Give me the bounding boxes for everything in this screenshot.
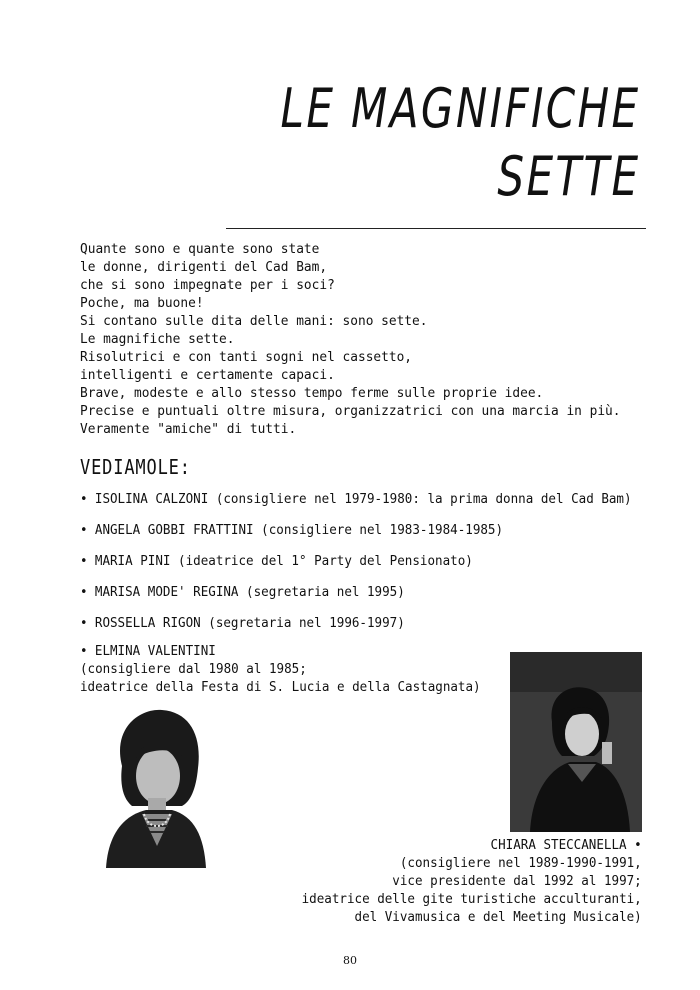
intro-line: Quante sono e quante sono state xyxy=(80,241,320,257)
member-item xyxy=(80,521,503,539)
section-heading: VEDIAMOLE: xyxy=(80,455,191,479)
bullet-icon: • xyxy=(80,553,88,569)
title-line-1: LE MAGNIFICHE xyxy=(280,77,640,140)
member-item-elmina xyxy=(80,642,481,696)
intro-line: le donne, dirigenti del Cad Bam, xyxy=(80,259,328,275)
member-text: ISOLINA CALZONI (consigliere nel 1979-1980: la prima donna del Cad Bam) xyxy=(94,491,632,507)
bullet-icon: • xyxy=(634,837,642,853)
member-text: MARISA MODE' REGINA (segretaria nel 1995) xyxy=(94,584,405,600)
bullet-icon: • xyxy=(80,643,88,659)
member-item xyxy=(80,614,405,632)
member-text: ANGELA GOBBI FRATTINI (consigliere nel 1983-1984-1985) xyxy=(94,522,504,538)
intro-line: Risolutrici e con tanti sogni nel cassetto, xyxy=(80,349,413,365)
member-item xyxy=(80,490,632,508)
portrait-photo-elmina xyxy=(102,706,206,868)
bullet-icon: • xyxy=(80,491,88,507)
portrait-photo-chiara xyxy=(510,652,642,832)
intro-line: Poche, ma buone! xyxy=(80,295,204,311)
intro-line: Brave, modeste e allo stesso tempo ferme sulle proprie idee. xyxy=(80,385,544,401)
member-name: ELMINA VALENTINI xyxy=(94,643,216,659)
member-detail: (consigliere nel 1989-1990-1991, xyxy=(400,855,642,871)
member-item xyxy=(80,583,405,601)
bullet-icon: • xyxy=(80,584,88,600)
member-text: MARIA PINI (ideatrice del 1° Party del Pensionato) xyxy=(94,553,473,569)
intro-line: Si contano sulle dita delle mani: sono sette. xyxy=(80,313,428,329)
bullet-icon: • xyxy=(80,615,88,631)
intro-line: Precise e puntuali oltre misura, organizzatrici con una marcia in più. xyxy=(80,403,621,419)
member-name: CHIARA STECCANELLA xyxy=(490,837,627,853)
member-detail: ideatrice della Festa di S. Lucia e della Castagnata) xyxy=(80,679,481,695)
intro-line: Veramente "amiche" di tutti. xyxy=(80,421,297,437)
member-detail: (consigliere dal 1980 al 1985; xyxy=(80,661,307,677)
intro-line: che si sono impegnate per i soci? xyxy=(80,277,335,293)
member-detail: del Vivamusica e del Meeting Musicale) xyxy=(354,909,642,925)
member-detail: vice presidente dal 1992 al 1997; xyxy=(392,873,642,889)
intro-line: Le magnifiche sette. xyxy=(80,331,235,347)
title-line-2: SETTE xyxy=(496,145,640,208)
intro-line: intelligenti e certamente capaci. xyxy=(80,367,335,383)
intro-paragraph xyxy=(80,240,621,438)
bullet-icon: • xyxy=(80,522,88,538)
page-number: 80 xyxy=(343,954,357,967)
member-item xyxy=(80,552,473,570)
member-text: ROSSELLA RIGON (segretaria nel 1996-1997) xyxy=(94,615,405,631)
title-divider xyxy=(226,228,646,229)
member-item-chiara xyxy=(302,836,642,926)
member-detail: ideatrice delle gite turistiche acculturanti, xyxy=(301,891,642,907)
